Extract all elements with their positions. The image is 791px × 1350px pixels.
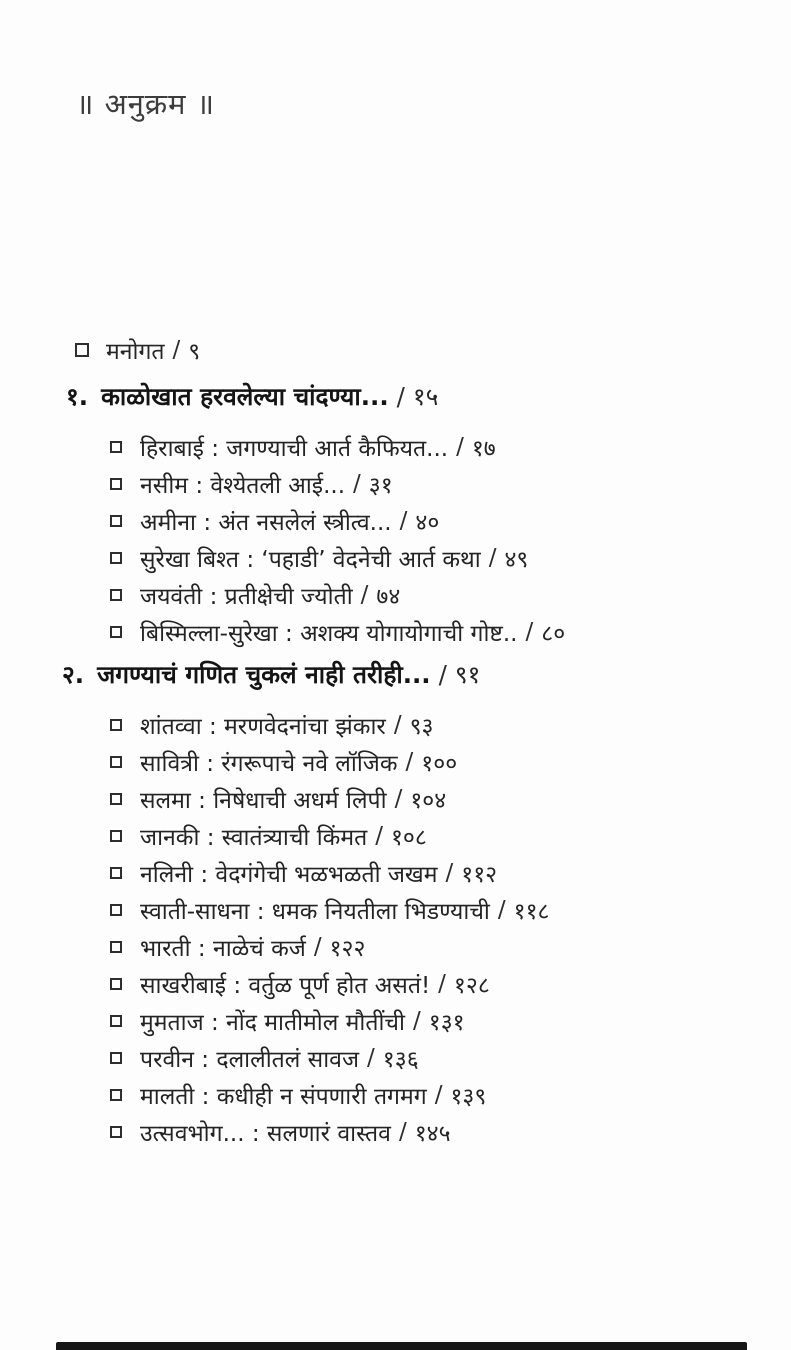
square-bullet-icon — [75, 343, 89, 357]
slash-separator: / — [394, 785, 403, 812]
toc-item-page-number: १३९ — [450, 1083, 487, 1110]
square-bullet-icon — [110, 441, 122, 453]
slash-separator: / — [413, 1007, 421, 1034]
toc-item-label: परवीन : दलालीतलं सावज — [140, 1046, 360, 1073]
slash-separator: / — [525, 618, 534, 645]
square-bullet-icon — [110, 904, 122, 916]
toc-item-label: मुमताज : नोंद मातीमोल मौतींची — [140, 1009, 405, 1036]
toc-item-page-number: १७ — [471, 435, 496, 462]
slash-separator: / — [367, 1044, 375, 1071]
toc-item-page-number: १०० — [421, 750, 458, 777]
square-bullet-icon — [110, 1052, 122, 1064]
toc-item-page-number: ११८ — [513, 898, 550, 925]
toc-item-label: उत्सवभोग... : सलणारं वास्तव — [140, 1120, 391, 1147]
toc-item-label: साखरीबाई : वर्तुळ पूर्ण होत असतं! — [140, 972, 431, 999]
slash-separator: / — [393, 711, 402, 738]
toc-item-label: सलमा : निषेधाची अधर्म लिपी — [140, 787, 387, 814]
slash-separator: / — [399, 507, 408, 534]
toc-item — [110, 539, 565, 576]
toc-item-page-number: ४० — [415, 509, 440, 536]
square-bullet-icon — [110, 867, 122, 879]
toc-section-heading — [62, 658, 480, 691]
toc-item-page-number: ९३ — [409, 713, 434, 740]
toc-section-heading — [66, 380, 438, 413]
toc-item-page-number: ८० — [541, 620, 566, 647]
toc-item-label: शांतव्वा : मरणवेदनांचा झंकार — [140, 713, 386, 740]
slash-separator: / — [497, 896, 506, 923]
toc-item-label: जानकी : स्वातंत्र्याची किंमत — [140, 824, 368, 851]
toc-item-page-number: १४५ — [414, 1120, 451, 1147]
square-bullet-icon — [110, 589, 122, 601]
page-title: ॥ अनुक्रम ॥ — [76, 87, 216, 121]
toc-item-page-number: १०८ — [390, 824, 427, 851]
toc-item — [110, 965, 550, 1002]
toc-item — [110, 780, 550, 817]
toc-item-page-number: ७४ — [376, 583, 401, 610]
square-bullet-icon — [110, 793, 122, 805]
toc-item — [110, 465, 565, 502]
toc-item-page-number: ३१ — [368, 472, 393, 499]
square-bullet-icon — [110, 830, 122, 842]
toc-item-page-number: ४९ — [504, 546, 529, 573]
toc-item-label: मनोगत — [106, 339, 165, 365]
toc-item-label: बिस्मिल्ला-सुरेखा : अशक्य योगायोगाची गोष्ट.. — [140, 620, 518, 647]
toc-item-label: नसीम : वेश्येतली आई... — [140, 472, 346, 499]
toc-item — [110, 743, 550, 780]
square-bullet-icon — [110, 941, 122, 953]
section-page-number: १५ — [412, 382, 439, 411]
toc-item — [110, 1076, 550, 1113]
section-title: जगण्याचं गणित चुकलं नाही तरीही... — [97, 660, 431, 689]
toc-item — [110, 817, 550, 854]
toc-item-label: हिराबाई : जगण्याची आर्त कैफियत... — [140, 435, 449, 462]
square-bullet-icon — [110, 1089, 122, 1101]
slash-separator: / — [445, 859, 454, 886]
slash-separator: / — [456, 433, 464, 460]
toc-item — [110, 1113, 550, 1150]
square-bullet-icon — [110, 552, 122, 564]
toc-item-label: भारती : नाळेचं कर्ज — [140, 935, 306, 962]
slash-separator: / — [172, 337, 181, 363]
toc-front-item — [75, 334, 200, 366]
toc-item-page-number: १२८ — [453, 972, 490, 999]
section-page-number: ९१ — [454, 660, 481, 689]
toc-item-page-number: ११२ — [461, 861, 498, 888]
toc-item — [110, 928, 550, 965]
square-bullet-icon — [110, 1015, 122, 1027]
toc-item — [110, 1002, 550, 1039]
section-number: २. — [62, 660, 85, 689]
toc-item-page-number: ९ — [188, 339, 201, 365]
slash-separator: / — [438, 970, 446, 997]
square-bullet-icon — [110, 978, 122, 990]
toc-item-label: अमीना : अंत नसलेलं स्त्रीत्व... — [140, 509, 392, 536]
section-number: १. — [66, 382, 89, 411]
toc-item — [110, 854, 550, 891]
toc-item-page-number: १२२ — [329, 935, 366, 962]
slash-separator: / — [434, 1081, 443, 1108]
toc-item — [110, 891, 550, 928]
toc-item-label: स्वाती-साधना : धमक नियतीला भिडण्याची — [140, 898, 490, 925]
toc-item-label: मालती : कधीही न संपणारी तगमग — [140, 1083, 427, 1110]
slash-separator: / — [405, 748, 414, 775]
slash-separator: / — [438, 660, 447, 689]
toc-item-label: सुरेखा बिश्त : ‘पहाडी’ वेदनेची आर्त कथा — [140, 546, 481, 573]
slash-separator: / — [375, 822, 383, 849]
toc-item-page-number: १०४ — [410, 787, 447, 814]
square-bullet-icon — [110, 756, 122, 768]
slash-separator: / — [488, 544, 497, 571]
toc-item — [110, 1039, 550, 1076]
square-bullet-icon — [110, 515, 122, 527]
toc-item — [110, 428, 565, 465]
section-title: काळोखात हरवलेल्या चांदण्या... — [101, 382, 389, 411]
scan-edge-artifact — [56, 1342, 747, 1350]
toc-item-label: नलिनी : वेदगंगेची भळभळती जखम — [140, 861, 438, 888]
toc-item — [110, 576, 565, 613]
square-bullet-icon — [110, 1126, 122, 1138]
toc-item-label: जयवंती : प्रतीक्षेची ज्योती — [140, 583, 353, 610]
toc-section-item-list — [110, 706, 550, 1150]
toc-item-label: सावित्री : रंगरूपाचे नवे लॉजिक — [140, 750, 398, 777]
toc-section-item-list — [110, 428, 565, 650]
square-bullet-icon — [110, 626, 122, 638]
square-bullet-icon — [110, 719, 122, 731]
toc-item-page-number: १३६ — [382, 1046, 419, 1073]
square-bullet-icon — [110, 478, 122, 490]
toc-item-page-number: १३१ — [428, 1009, 465, 1036]
toc-item — [110, 706, 550, 743]
slash-separator: / — [360, 581, 369, 608]
slash-separator: / — [313, 933, 322, 960]
slash-separator: / — [398, 1118, 407, 1145]
toc-item — [110, 502, 565, 539]
slash-separator: / — [353, 470, 361, 497]
toc-item — [110, 613, 565, 650]
slash-separator: / — [396, 382, 405, 411]
